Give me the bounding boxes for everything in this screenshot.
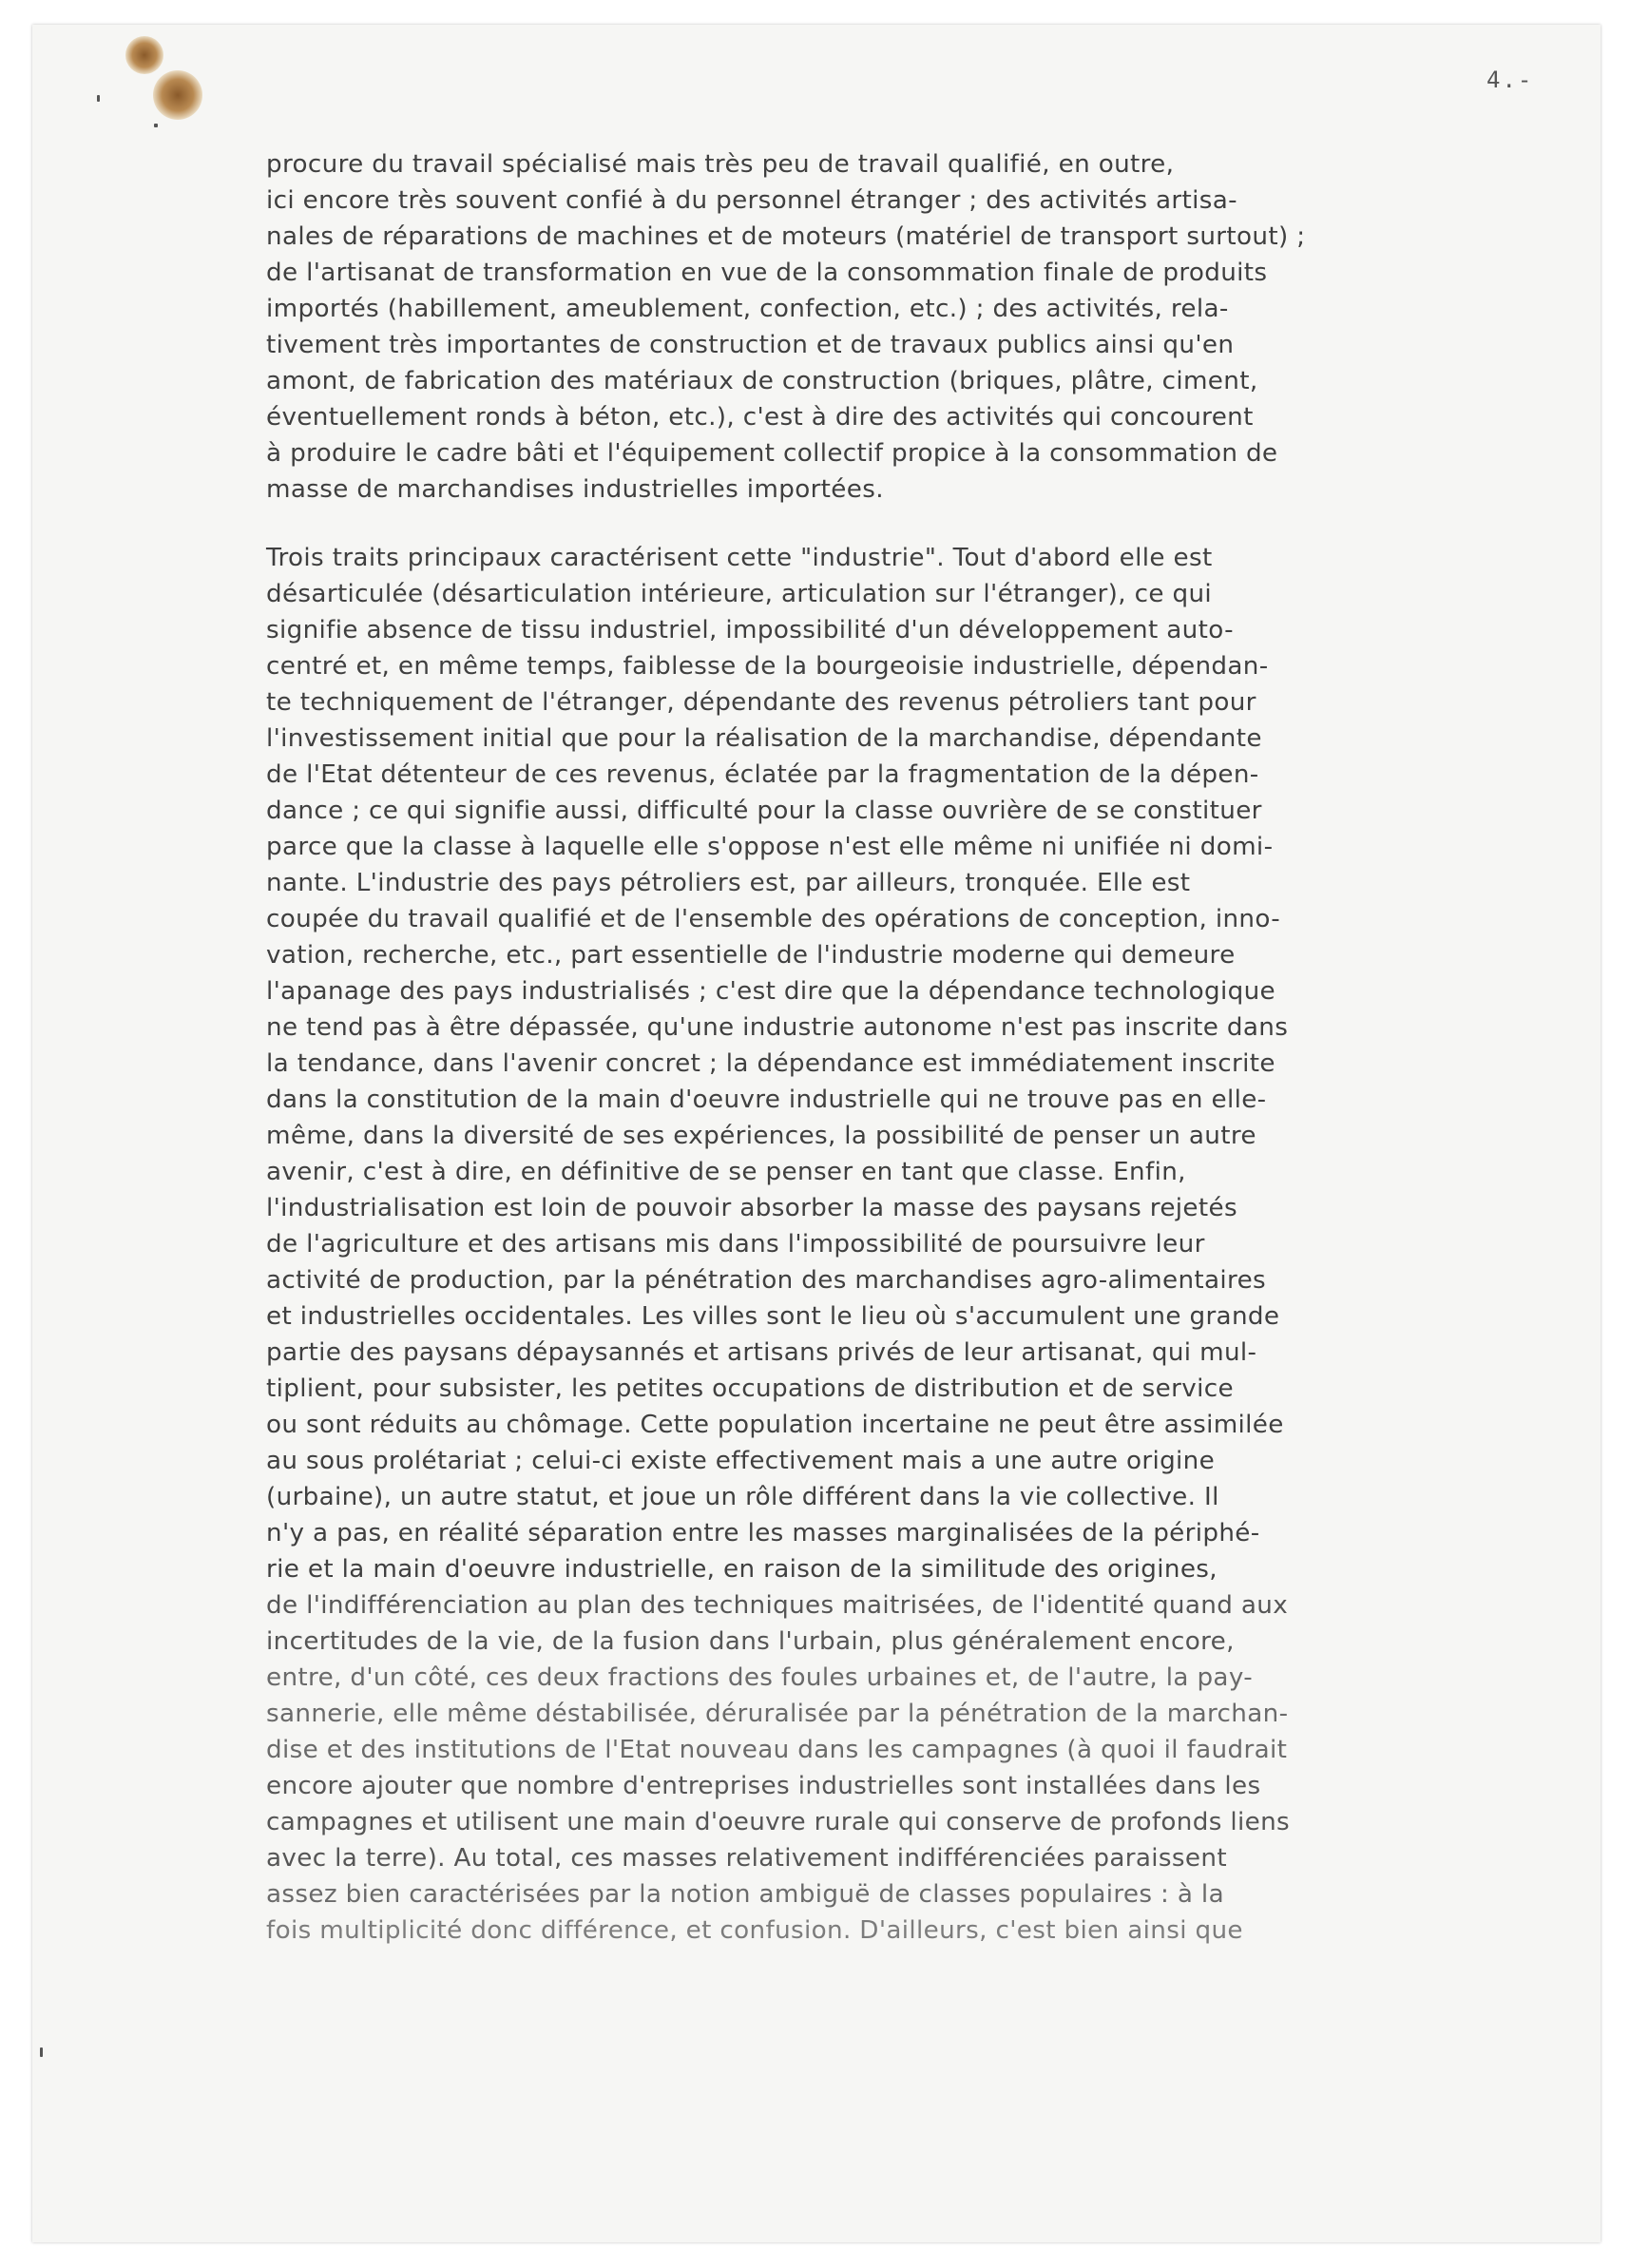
text-line: de l'indifférenciation au plan des techniques maitrisées, de l'identité quand aux [266,1591,1289,1620]
text-line: avenir, c'est à dire, en définitive de se penser en tant que classe. Enfin, [266,1158,1186,1186]
text-line: tiplient, pour subsister, les petites occupations de distribution et de service [266,1374,1234,1403]
rust-stain [125,36,163,74]
text-line: Trois traits principaux caractérisent cette "industrie". Tout d'abord elle est [266,544,1213,572]
text-line: désarticulée (désarticulation intérieure, articulation sur l'étranger), ce qui [266,580,1213,608]
text-line: de l'artisanat de transformation en vue de la consommation finale de produits [266,259,1268,287]
text-line: dans la constitution de la main d'oeuvre industrielle qui ne trouve pas en elle- [266,1086,1267,1114]
ink-speck [40,2047,43,2057]
text-line: même, dans la diversité de ses expériences, la possibilité de penser un autre [266,1122,1256,1150]
paper-sheet [32,25,1601,2242]
text-line: activité de production, par la pénétration des marchandises agro-alimentaires [266,1266,1267,1295]
text-line: incertitudes de la vie, de la fusion dans l'urbain, plus généralement encore, [266,1627,1235,1656]
text-line: l'investissement initial que pour la réalisation de la marchandise, dépendante [266,724,1262,753]
page-number: 4.- [1486,67,1534,93]
text-line: à produire le cadre bâti et l'équipement collectif propice à la consommation de [266,439,1278,468]
text-line: nante. L'industrie des pays pétroliers est, par ailleurs, tronquée. Elle est [266,869,1191,897]
text-line: ne tend pas à être dépassée, qu'une industrie autonome n'est pas inscrite dans [266,1013,1289,1042]
text-line: vation, recherche, etc., part essentielle de l'industrie moderne qui demeure [266,941,1236,970]
text-line: l'apanage des pays industrialisés ; c'est dire que la dépendance technologique [266,977,1276,1006]
ink-speck [154,124,158,127]
text-line: fois multiplicité donc différence, et confusion. D'ailleurs, c'est bien ainsi que [266,1916,1243,1945]
text-line: te techniquement de l'étranger, dépendante des revenus pétroliers tant pour [266,688,1256,717]
text-line: importés (habillement, ameublement, confection, etc.) ; des activités, rela- [266,295,1229,323]
text-line: nales de réparations de machines et de moteurs (matériel de transport surtout) ; [266,222,1306,251]
text-line: entre, d'un côté, ces deux fractions des foules urbaines et, de l'autre, la pay- [266,1663,1254,1692]
text-line: l'industrialisation est loin de pouvoir absorber la masse des paysans rejetés [266,1194,1237,1222]
text-line: de l'agriculture et des artisans mis dans l'impossibilité de poursuivre leur [266,1230,1205,1259]
rust-stain [153,70,202,120]
text-line: (urbaine), un autre statut, et joue un rôle différent dans la vie collective. Il [266,1483,1219,1511]
text-line: signifie absence de tissu industriel, impossibilité d'un développement auto- [266,616,1234,644]
text-line: ou sont réduits au chômage. Cette population incertaine ne peut être assimilée [266,1411,1284,1439]
text-line: ici encore très souvent confié à du personnel étranger ; des activités artisa- [266,186,1237,215]
text-line: tivement très importantes de construction et de travaux publics ainsi qu'en [266,331,1235,359]
text-line: sannerie, elle même déstabilisée, déruralisée par la pénétration de la marchan- [266,1700,1289,1728]
text-line: au sous prolétariat ; celui-ci existe effectivement mais a une autre origine [266,1447,1216,1475]
paragraph [266,540,1587,1949]
text-line: partie des paysans dépaysannés et artisans privés de leur artisanat, qui mul- [266,1338,1257,1367]
text-line: la tendance, dans l'avenir concret ; la dépendance est immédiatement inscrite [266,1049,1275,1078]
text-line: et industrielles occidentales. Les villes sont le lieu où s'accumulent une grande [266,1302,1280,1331]
text-line: dise et des institutions de l'Etat nouveau dans les campagnes (à quoi il faudrait [266,1736,1288,1764]
text-line: encore ajouter que nombre d'entreprises industrielles sont installées dans les [266,1772,1261,1800]
text-line: éventuellement ronds à béton, etc.), c'est à dire des activités qui concourent [266,403,1254,432]
text-line: dance ; ce qui signifie aussi, difficulté pour la classe ouvrière de se constituer [266,797,1262,825]
text-line: masse de marchandises industrielles importées. [266,475,884,504]
text-line: coupée du travail qualifié et de l'ensemble des opérations de conception, inno- [266,905,1281,933]
text-line: assez bien caractérisées par la notion ambiguë de classes populaires : à la [266,1880,1224,1909]
text-line: amont, de fabrication des matériaux de construction (briques, plâtre, ciment, [266,367,1258,395]
text-line: n'y a pas, en réalité séparation entre les masses marginalisées de la périphé- [266,1519,1260,1547]
text-line: parce que la classe à laquelle elle s'oppose n'est elle même ni unifiée ni domi- [266,833,1274,861]
text-line: centré et, en même temps, faiblesse de la bourgeoisie industrielle, dépendan- [266,652,1269,681]
text-line: rie et la main d'oeuvre industrielle, en raison de la similitude des origines, [266,1555,1218,1584]
text-line: de l'Etat détenteur de ces revenus, éclatée par la fragmentation de la dépen- [266,760,1259,789]
paragraph [266,146,1587,508]
ink-speck [97,95,100,102]
text-line: avec la terre). Au total, ces masses relativement indifférenciées paraissent [266,1844,1227,1873]
text-line: procure du travail spécialisé mais très peu de travail qualifié, en outre, [266,150,1175,179]
text-line: campagnes et utilisent une main d'oeuvre rurale qui conserve de profonds liens [266,1808,1291,1836]
